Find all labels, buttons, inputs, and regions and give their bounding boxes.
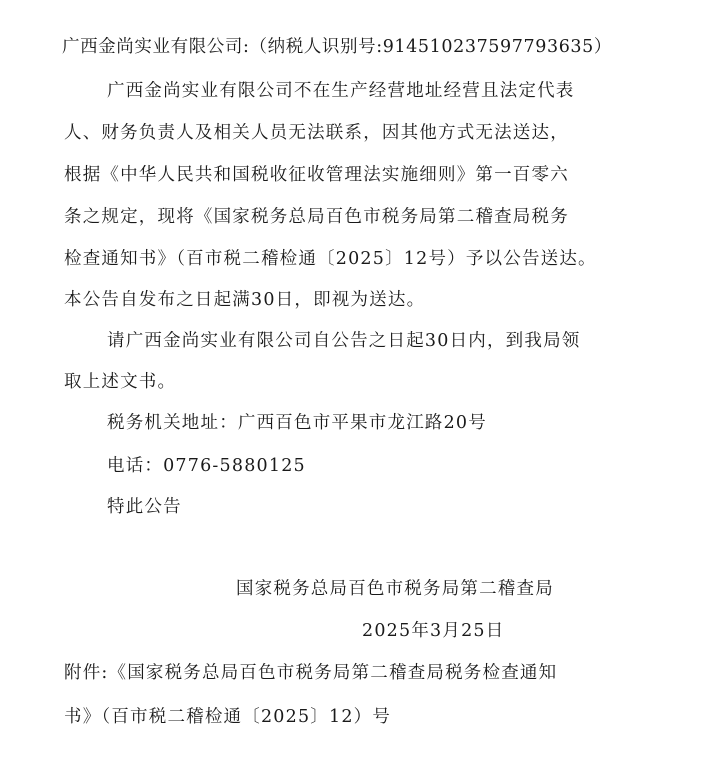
tax-office-address: 税务机关地址：广西百色市平果市龙江路20号 [107, 413, 487, 433]
body-paragraph-1-line-5: 检查通知书》（百市税二稽检通〔2025〕12号）予以公告送达。 [64, 249, 597, 269]
attachment-line-2: 书》（百市税二稽检通〔2025〕12）号 [64, 707, 392, 727]
notice-header: 广西金尚实业有限公司:（纳税人识别号:914510237597793635） [62, 37, 613, 57]
body-paragraph-2-line-2: 取上述文书。 [64, 372, 177, 392]
contact-phone: 电话：0776-5880125 [107, 456, 306, 476]
issuing-authority-signature: 国家税务总局百色市税务局第二稽查局 [236, 579, 554, 599]
body-paragraph-1-line-3: 根据《中华人民共和国税收征收管理法实施细则》第一百零六 [64, 165, 569, 185]
closing-phrase: 特此公告 [107, 497, 182, 517]
body-paragraph-1-line-6: 本公告自发布之日起满30日，即视为送达。 [64, 290, 426, 310]
body-paragraph-1-line-2: 人、财务负责人及相关人员无法联系，因其他方式无法送达， [64, 123, 569, 143]
body-paragraph-2-line-1: 请广西金尚实业有限公司自公告之日起30日内，到我局领 [107, 331, 581, 351]
body-paragraph-1-line-4: 条之规定，现将《国家税务总局百色市税务局第二稽查局税务 [64, 207, 569, 227]
attachment-line-1: 附件:《国家税务总局百色市税务局第二稽查局税务检查通知 [64, 663, 558, 683]
body-paragraph-1-line-1: 广西金尚实业有限公司不在生产经营地址经营且法定代表 [107, 81, 575, 101]
issue-date: 2025年3月25日 [362, 621, 505, 641]
